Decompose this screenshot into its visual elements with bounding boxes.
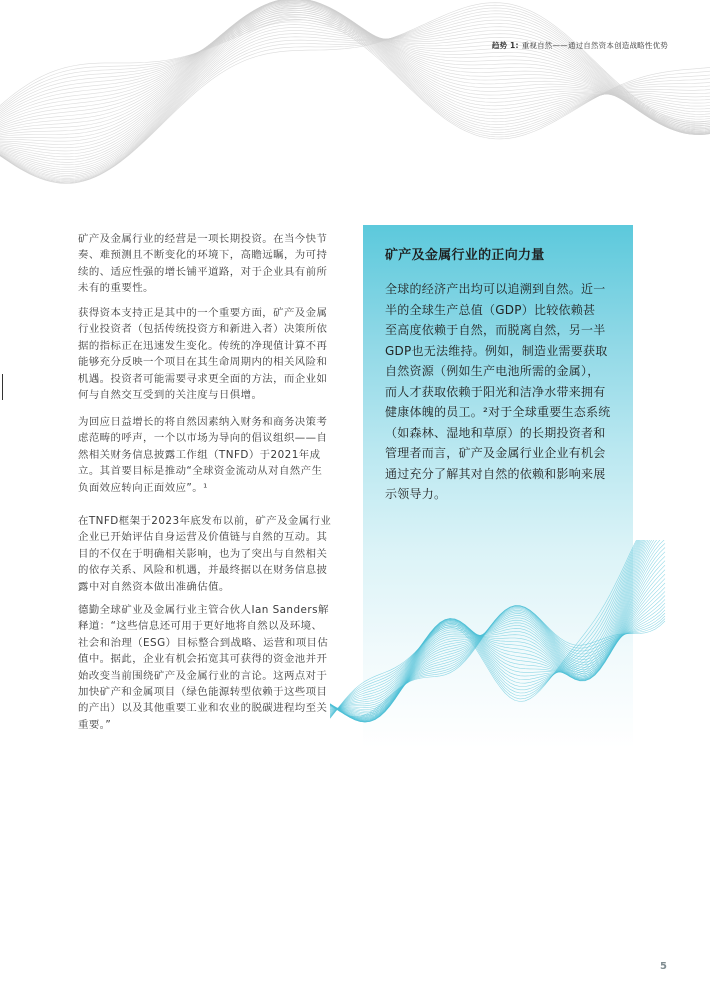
callout-line: 半的全球生产总值（GDP）比较依赖甚 <box>385 302 596 317</box>
callout-line: 示领导力。 <box>385 487 447 501</box>
body-line: 社会和治理（ESG）目标整合到战略、运营和项目估 <box>78 636 329 649</box>
wave-line <box>0 1 710 123</box>
wave-line <box>0 14 710 181</box>
wave-line <box>0 0 710 130</box>
callout-line: 至高度依赖于自然，而脱离自然，另一半 <box>385 323 606 337</box>
body-line: 企业已开始评估自身运营及价值链与自然的互动。其 <box>78 531 328 544</box>
body-line: 的依存关系、风险和机遇，并最终据以在财务信息披 <box>78 564 328 577</box>
wave-line <box>0 15 710 135</box>
callout-line: （如森林、湿地和草原）的长期投资者和 <box>385 425 606 440</box>
margin-mark <box>2 374 3 400</box>
callout-line: 全球的经济产出均可以追溯到自然。近一 <box>385 282 606 296</box>
body-line: 据的指标正在迅速发生变化。传统的净现值计算不再 <box>78 339 328 352</box>
body-line: 负面效应转向正面效应”。¹ <box>78 481 208 494</box>
wave-line <box>0 20 710 139</box>
callout-line: 自然资源（例如生产电池所需的金属）， <box>385 364 600 378</box>
body-line: 奏、难预测且不断变化的环境下，高瞻远瞩，为可持 <box>78 249 328 262</box>
body-line: 始改变当前围绕矿产及金属行业的言论。这两点对于 <box>78 669 328 682</box>
callout-line: GDP也无法维持。例如，制造业需要获取 <box>385 343 608 358</box>
body-paragraph <box>78 513 331 595</box>
wave-line <box>0 17 710 137</box>
callout-line: 健康体魄的员工。²对于全球重要生态系统 <box>385 405 611 419</box>
header-title: 重视自然——通过自然资本创造战略性优势 <box>521 41 668 50</box>
body-line: 机遇。投资者可能需要寻求更全面的方法，而企业如 <box>78 372 328 385</box>
wave-line <box>0 2 710 148</box>
wave-line <box>0 0 710 132</box>
body-line: 然相关财务信息披露工作组（TNFD）于2021年成 <box>78 448 321 461</box>
wave-line <box>0 9 710 128</box>
page-number: 5 <box>660 961 667 972</box>
top-wave-decoration <box>0 0 710 200</box>
wave-line <box>0 0 710 127</box>
body-line: 获得资本支持正是其中的一个重要方面，矿产及金属 <box>78 307 328 319</box>
wave-line <box>0 5 710 122</box>
callout-line: 通过充分了解其对自然的依赖和影响来展 <box>385 466 606 481</box>
wave-line <box>0 10 710 162</box>
body-line: 德勤全球矿业及金属行业主管合伙人Ian Sanders解 <box>78 604 329 616</box>
wave-line <box>0 3 710 184</box>
header-trend-label: 趋势 1: <box>491 41 519 50</box>
body-line: 续的、适应性强的增长铺平道路，对于企业具有前所 <box>78 265 328 278</box>
body-line: 释道：“这些信息还可用于更好地将自然以及环境、 <box>78 620 323 633</box>
wave-line <box>0 0 710 129</box>
wave-line <box>0 12 710 165</box>
wave-line <box>0 3 710 151</box>
wave-line <box>0 14 710 167</box>
wave-line <box>0 0 710 138</box>
body-paragraph <box>78 414 327 496</box>
wave-line <box>0 8 710 183</box>
body-line: 在TNFD框架于2023年底发布以前，矿产及金属行业 <box>78 515 332 527</box>
callout-body <box>385 279 611 505</box>
running-header <box>492 41 668 51</box>
wave-line <box>0 0 710 141</box>
wave-line <box>0 0 710 125</box>
wave-line <box>0 8 710 159</box>
body-line: 何与自然交互受到的关注度与日俱增。 <box>78 388 263 401</box>
callout-title: 矿产及金属行业的正向力量 <box>385 248 545 263</box>
wave-line <box>0 5 710 183</box>
body-line: 虑范畴的呼声，一个以市场为导向的倡议组织——自 <box>78 432 328 445</box>
wave-line <box>0 6 710 156</box>
wave-line <box>0 11 710 130</box>
body-paragraph <box>78 602 329 733</box>
wave-line <box>0 5 710 154</box>
body-line: 目的不仅在于明确相关影响，也为了突出与自然相关 <box>78 547 328 560</box>
wave-line <box>0 17 710 170</box>
wave-line <box>0 0 710 134</box>
wave-line <box>0 2 710 121</box>
callout-box <box>363 225 633 748</box>
wave-line <box>0 13 710 133</box>
body-paragraph <box>78 305 327 403</box>
body-line: 行业投资者（包括传统投资方和新进入者）决策所依 <box>78 323 328 336</box>
callout-line: 管理者而言，矿产及金属行业企业有机会 <box>385 446 606 460</box>
wave-line <box>0 0 710 137</box>
body-line: 为回应日益增长的将自然因素纳入财务和商务决策考 <box>78 416 328 428</box>
body-line: 重要。” <box>78 718 112 731</box>
body-line: 值中。据此，企业有机会拓宽其可获得的资金池并开 <box>78 653 328 666</box>
body-paragraph <box>78 231 327 297</box>
wave-line <box>0 11 710 182</box>
body-line: 立。其首要目标是推动“全球资金流动从对自然产生 <box>78 465 323 478</box>
body-line: 矿产及金属行业的经营是一项长期投资。在当今快节 <box>78 233 328 245</box>
body-line: 加快矿产和金属项目（绿色能源转型依赖于这些项目 <box>78 685 328 698</box>
wave-line <box>0 4 710 120</box>
body-line: 能够充分反映一个项目在其生命周期内的相关风险和 <box>78 356 328 369</box>
body-line: 未有的重要性。 <box>78 282 154 295</box>
callout-line: 而人才获取依赖于阳光和洁净水带来拥有 <box>385 384 606 399</box>
wave-line <box>0 1 710 144</box>
wave-line <box>0 0 710 135</box>
body-line: 的产出）以及其他重要工业和农业的脱碳进程均至关 <box>78 702 328 715</box>
wave-line <box>0 7 710 125</box>
body-line: 露中对自然资本做出准确估值。 <box>78 580 230 593</box>
